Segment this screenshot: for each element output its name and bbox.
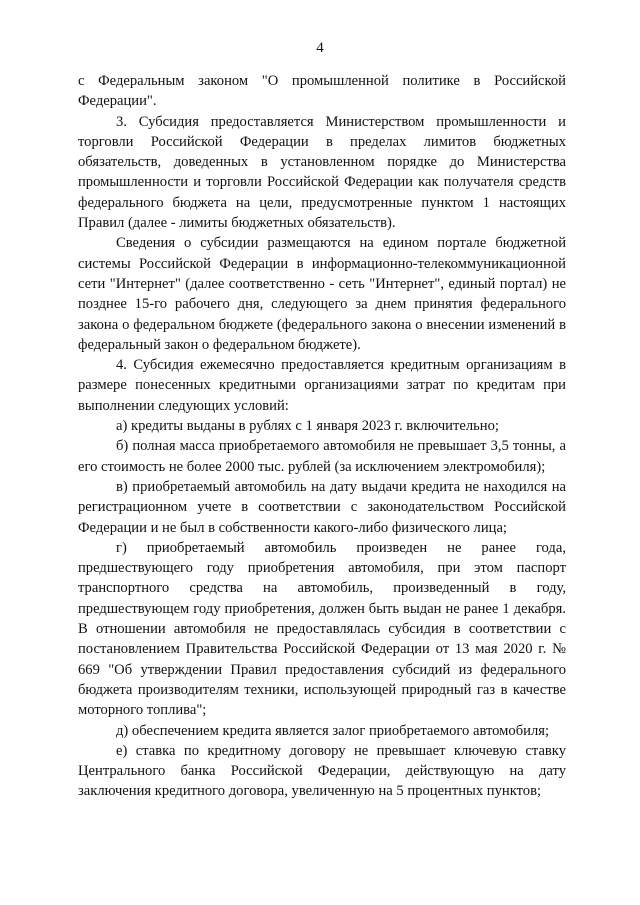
paragraph-item-3: 3. Субсидия предоставляется Министерством промышленности и торговли Российской Федерации в пределах лимитов бюджетных обязательств, доведенных в установленном порядке до Министерства промышленности и торговли Российской Федерации как получателя средств федерального бюджета на цели, предусмотренные пунктом 1 настоящих Правил (далее - лимиты бюджетных обязательств). [78, 113, 566, 232]
document-body [78, 71, 566, 802]
paragraph-continuation: с Федеральным законом "О промышленной политике в Российской Федерации". [78, 73, 566, 110]
page-number: 4 [316, 40, 324, 56]
condition-a: а) кредиты выданы в рублях с 1 января 2023 г. включительно; [116, 418, 499, 435]
paragraph-item-4: 4. Субсидия ежемесячно предоставляется кредитным организациям в размере понесенных кредитными организациями затрат по кредитам при выполнении следующих условий: [78, 357, 566, 414]
condition-b: б) полная масса приобретаемого автомобиля не превышает 3,5 тонны, а его стоимость не более 2000 тыс. рублей (за исключением электромобиля); [78, 438, 566, 475]
condition-d: д) обеспечением кредита является залог приобретаемого автомобиля; [116, 722, 550, 739]
paragraph-portal-info: Сведения о субсидии размещаются на едином портале бюджетной системы Российской Федерации в информационно-телекоммуникационной сети "Интернет" (далее соответственно - сеть "Интернет", единый портал) не позднее 15-го рабочего дня, следующего за днем принятия федерального закона о федеральном бюджете (федерального закона о внесении изменений в федеральный закон о федеральном бюджете). [78, 235, 566, 353]
condition-g: г) приобретаемый автомобиль произведен не ранее года, предшествующего году приобретения автомобиля, при этом паспорт транспортного средства на автомобиль, произведенный в году, предшествующем году приобретения, должен быть выдан не ранее 1 декабря. В отношении автомобиля не предоставлялась субсидия в соответствии с постановлением Правительства Российской Федерации от 13 мая 2020 г. № 669 "Об утверждении Правил предоставления субсидий из федерального бюджета производителям техники, использующей природный газ в качестве моторного топлива"; [78, 539, 566, 719]
condition-e: е) ставка по кредитному договору не превышает ключевую ставку Центрального банка Российской Федерации, действующую на дату заключения кредитного договора, увеличенную на 5 процентных пунктов; [78, 742, 566, 800]
condition-v: в) приобретаемый автомобиль на дату выдачи кредита не находился на регистрационном учете в соответствии с законодательством Российской Федерации и не был в собственности какого-либо физического лица; [78, 478, 566, 536]
